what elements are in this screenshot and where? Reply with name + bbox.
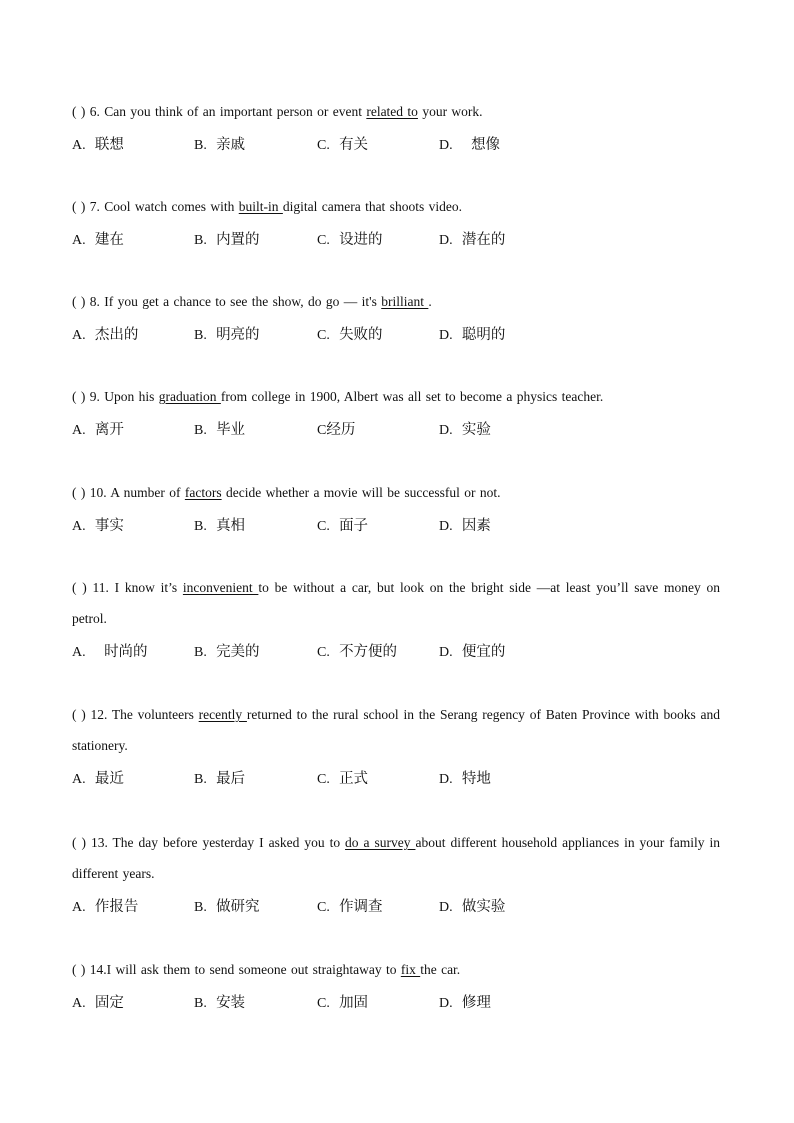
stem-text: the car. [420, 962, 461, 977]
underlined-keyword: graduation [158, 389, 221, 404]
answer-options [72, 991, 720, 1015]
answer-options [72, 418, 720, 442]
option-c: C. 作调查 [317, 899, 383, 915]
option-c: C. 正式 [317, 771, 369, 787]
option-d: D. 实验 [439, 422, 491, 438]
question-13 [72, 827, 720, 919]
underlined-keyword: inconvenient [182, 580, 259, 595]
stem-text: from college in 1900, Albert was all set to become a physics teacher. [220, 389, 604, 404]
option-a: A. 固定 [72, 995, 124, 1011]
option-a: A. 杰出的 [72, 327, 139, 343]
question-stem [72, 381, 720, 412]
option-c: C. 设进的 [317, 232, 383, 248]
underlined-keyword: fix [400, 962, 421, 977]
stem-text: returned to the rural school in the Serang regency of Baten Province with books and stationery. [72, 707, 720, 753]
stem-text: ( ) 8. If you get a chance to see the show, do go — it's [72, 294, 382, 309]
stem-text: ( ) 9. Upon his [72, 389, 159, 404]
question-stem [72, 477, 720, 508]
option-d: D. 因素 [439, 518, 491, 534]
question-14 [72, 954, 720, 1015]
option-b: B. 安装 [194, 995, 246, 1011]
option-d: D. 特地 [439, 771, 491, 787]
option-d: D. 做实验 [439, 899, 506, 915]
question-7 [72, 191, 720, 252]
question-stem [72, 286, 720, 317]
underlined-keyword: related to [366, 104, 418, 119]
answer-options [72, 323, 720, 347]
answer-options [72, 640, 720, 664]
option-a: A. 事实 [72, 518, 124, 534]
answer-options [72, 228, 720, 252]
option-d: D. 修理 [439, 995, 491, 1011]
question-11 [72, 572, 720, 664]
option-b: B. 亲戚 [194, 137, 246, 153]
question-stem [72, 954, 720, 985]
answer-options [72, 514, 720, 538]
option-b: B. 完美的 [194, 644, 260, 660]
option-b: B. 明亮的 [194, 327, 260, 343]
underlined-keyword: built-in [238, 199, 283, 214]
stem-text: . [428, 294, 432, 309]
stem-text: ( ) 6. Can you think of an important person or event [72, 104, 367, 119]
stem-text: to be without a car, but look on the bright side —at least you’ll save money on petrol. [72, 580, 720, 626]
option-d: D. 潜在的 [439, 232, 506, 248]
stem-text: your work. [417, 104, 483, 119]
answer-options [72, 895, 720, 919]
question-8 [72, 286, 720, 347]
option-a: A. 作报告 [72, 899, 139, 915]
stem-text: ( ) 10. A number of [72, 485, 185, 500]
question-stem [72, 827, 720, 889]
stem-text: ( ) 11. I know it’s [72, 580, 183, 595]
option-c: C. 不方便的 [317, 644, 398, 660]
question-10 [72, 477, 720, 538]
question-stem [72, 572, 720, 634]
stem-text: digital camera that shoots video. [282, 199, 462, 214]
stem-text: about different household appliances in your family in different years. [72, 835, 720, 881]
question-stem [72, 699, 720, 761]
option-c: C. 加固 [317, 995, 369, 1011]
underlined-keyword: brilliant [381, 294, 429, 309]
question-6 [72, 96, 720, 157]
underlined-keyword: recently [198, 707, 247, 722]
option-c: C. 面子 [317, 518, 369, 534]
option-d: D. 聪明的 [439, 327, 506, 343]
stem-text: decide whether a movie will be successful or not. [221, 485, 501, 500]
option-c: C. 失败的 [317, 327, 383, 343]
stem-text: ( ) 12. The volunteers [72, 707, 199, 722]
stem-text: ( ) 14.I will ask them to send someone out straightaway to [72, 962, 401, 977]
option-d: D. 便宜的 [439, 644, 506, 660]
question-stem [72, 96, 720, 127]
stem-text: ( ) 13. The day before yesterday I asked you to [72, 835, 346, 850]
question-9 [72, 381, 720, 442]
stem-text: ( ) 7. Cool watch comes with [72, 199, 239, 214]
underlined-keyword: do a survey [345, 835, 416, 850]
question-stem [72, 191, 720, 222]
underlined-keyword: factors [184, 485, 222, 500]
option-a: A. 离开 [72, 422, 124, 438]
answer-options [72, 133, 720, 157]
option-b: B. 真相 [194, 518, 246, 534]
option-b: B. 最后 [194, 771, 246, 787]
option-d: D. 想像 [439, 137, 501, 153]
option-a: A. 联想 [72, 137, 124, 153]
option-a: A. 时尚的 [72, 644, 148, 660]
option-b: B. 毕业 [194, 422, 246, 438]
option-c: C. 有关 [317, 137, 369, 153]
answer-options [72, 767, 720, 791]
option-a: A. 最近 [72, 771, 124, 787]
option-c: C经历 [317, 422, 356, 438]
option-b: B. 做研究 [194, 899, 260, 915]
option-a: A. 建在 [72, 232, 124, 248]
question-12 [72, 699, 720, 791]
option-b: B. 内置的 [194, 232, 260, 248]
